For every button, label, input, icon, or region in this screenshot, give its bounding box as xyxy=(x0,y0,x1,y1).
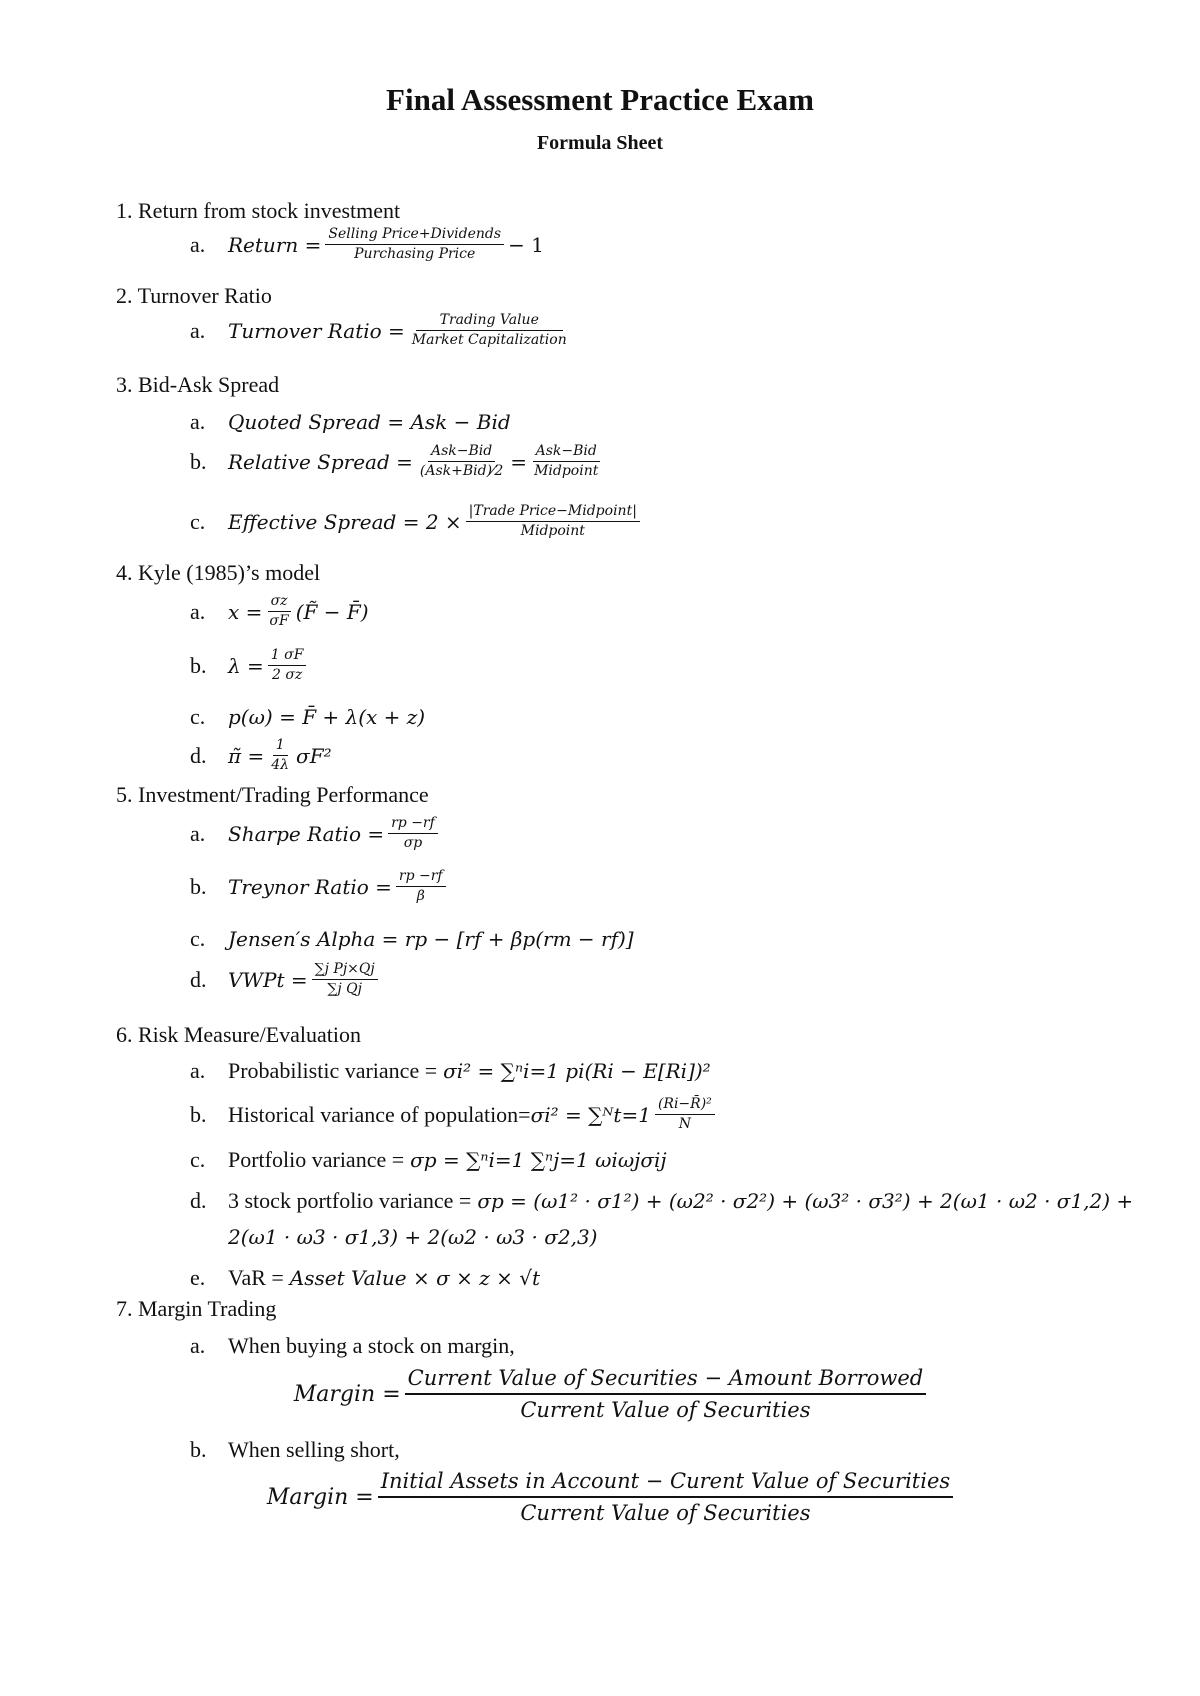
item-label: e. xyxy=(190,1265,206,1290)
item-label: a. xyxy=(190,231,206,257)
formula-kyle-x xyxy=(190,593,369,630)
item-label: d. xyxy=(190,742,207,768)
section-turnover: 2. Turnover Ratio xyxy=(116,283,272,308)
denominator: Current Value of Securities xyxy=(520,1398,811,1422)
formula-quoted-spread xyxy=(190,409,511,435)
formula: Asset Value × σ × z × √t xyxy=(289,1266,541,1290)
section-margin: 7. Margin Trading xyxy=(116,1296,277,1321)
numerator: (Ri−R̄)² xyxy=(655,1096,715,1115)
item-label: c. xyxy=(190,1147,206,1172)
formula-text: 3 stock portfolio variance = xyxy=(228,1188,472,1213)
denominator: β xyxy=(416,888,425,904)
section-bid-ask: 3. Bid-Ask Spread xyxy=(116,372,280,397)
formula-lhs: Treynor Ratio = xyxy=(228,874,392,899)
equals-sign: = xyxy=(510,449,528,474)
numerator: Trading Value xyxy=(416,312,563,331)
numerator: σz xyxy=(268,593,291,612)
formula-kyle-lambda xyxy=(190,647,310,684)
numerator: Ask−Bid xyxy=(533,443,600,462)
formula: σp = (ω1² · σ1²) + (ω2² · σ2²) + (ω3² · σ3²) + 2(ω1 · ω2 · σ1,2) + xyxy=(477,1189,1134,1213)
fraction xyxy=(531,443,601,480)
formula-return xyxy=(190,226,544,263)
formula-text: VaR = xyxy=(228,1265,284,1290)
formula-lhs: Turnover Ratio = xyxy=(228,318,405,343)
margin-buying-intro xyxy=(190,1333,515,1359)
fraction xyxy=(409,312,570,349)
numerator: rp −rf xyxy=(396,868,446,887)
formula-text: Portfolio variance = xyxy=(228,1147,405,1172)
formula: σp = ∑ⁿi=1 ∑ⁿj=1 ωiωjσij xyxy=(410,1148,667,1172)
item-label: a. xyxy=(190,820,206,846)
item-label: a. xyxy=(190,1333,206,1358)
numerator: Initial Assets in Account − Curent Value of Securities xyxy=(378,1467,953,1498)
denominator: 4λ xyxy=(271,757,290,773)
formula-tail: σF² xyxy=(296,743,332,768)
numerator: Current Value of Securities − Amount Borrowed xyxy=(405,1364,927,1395)
denominator: ∑j Qj xyxy=(327,981,362,997)
fraction xyxy=(268,737,292,774)
formula-sharpe xyxy=(190,815,442,852)
fraction xyxy=(466,503,640,540)
formula-tail: (F̃ − F̄) xyxy=(295,599,369,624)
numerator: 1 σF xyxy=(268,647,307,666)
formula: 2(ω1 · ω3 · σ1,3) + 2(ω2 · ω3 · σ2,3) xyxy=(228,1225,598,1249)
formula-margin-short xyxy=(0,1467,1200,1527)
section-return: 1. Return from stock investment xyxy=(116,198,401,223)
formula-effective-spread xyxy=(190,503,644,540)
numerator: ∑j Pj×Qj xyxy=(312,961,378,980)
numerator: rp −rf xyxy=(388,815,438,834)
formula-turnover xyxy=(190,312,574,349)
formula-jensen xyxy=(190,926,634,952)
formula: Quoted Spread = Ask − Bid xyxy=(228,410,511,434)
formula-lhs: x = xyxy=(228,599,263,624)
formula-text: Probabilistic variance = xyxy=(228,1058,438,1083)
denominator: σp xyxy=(403,835,423,851)
fraction xyxy=(396,868,446,905)
item-label: b. xyxy=(190,1101,207,1127)
formula-lhs: Margin = xyxy=(293,1381,401,1407)
denominator: N xyxy=(678,1116,691,1132)
formula-treynor xyxy=(190,868,450,905)
denominator: Current Value of Securities xyxy=(520,1501,811,1525)
formula-lhs: Sharpe Ratio = xyxy=(228,821,385,846)
fraction xyxy=(405,1364,927,1424)
fraction xyxy=(655,1096,715,1133)
formula: p(ω) = F̄ + λ(x + z) xyxy=(228,705,426,729)
denominator: Market Capitalization xyxy=(411,332,567,348)
formula-lhs: Margin = xyxy=(266,1484,374,1510)
formula-kyle-profit xyxy=(190,737,332,774)
fraction xyxy=(417,443,506,480)
page-title: Final Assessment Practice Exam xyxy=(386,82,814,117)
item-label: b. xyxy=(190,1437,207,1462)
formula-3-stock-variance xyxy=(190,1188,1133,1214)
denominator: Midpoint xyxy=(520,523,585,539)
formula-lhs: VWPt = xyxy=(228,967,308,992)
formula: Jensen′s Alpha = rp − [rf + βp(rm − rf)] xyxy=(228,927,634,951)
numerator: 1 xyxy=(273,737,288,756)
item-label: a. xyxy=(190,317,206,343)
item-label: d. xyxy=(190,1188,207,1213)
numerator: |Trade Price−Midpoint| xyxy=(466,503,640,522)
fraction xyxy=(312,961,378,998)
denominator: Purchasing Price xyxy=(354,246,476,262)
denominator: σF xyxy=(269,613,289,629)
formula-text: When buying a stock on margin, xyxy=(228,1333,515,1358)
item-label: b. xyxy=(190,652,207,678)
formula-lhs: Effective Spread = 2 × xyxy=(228,509,462,534)
formula-margin-buying xyxy=(0,1364,1200,1424)
section-kyle: 4. Kyle (1985)’s model xyxy=(116,560,321,585)
formula-kyle-price xyxy=(190,704,425,730)
item-label: b. xyxy=(190,448,207,474)
formula-lhs: Return = xyxy=(228,232,322,257)
fraction xyxy=(266,593,291,630)
formula-text: When selling short, xyxy=(228,1437,400,1462)
numerator: Ask−Bid xyxy=(428,443,495,462)
formula-historical-variance xyxy=(190,1096,719,1133)
section-risk: 6. Risk Measure/Evaluation xyxy=(116,1022,362,1047)
formula-tail: − 1 xyxy=(508,232,544,257)
item-label: c. xyxy=(190,704,206,729)
formula-vwp xyxy=(190,961,382,998)
formula-lhs: π̃ = xyxy=(228,743,265,768)
item-label: d. xyxy=(190,966,207,992)
item-label: c. xyxy=(190,926,206,951)
item-label: a. xyxy=(190,598,206,624)
formula-var xyxy=(190,1265,540,1291)
formula-3-stock-variance-cont xyxy=(228,1225,597,1249)
fraction xyxy=(268,647,307,684)
denominator: (Ask+Bid)⁄2 xyxy=(419,463,504,479)
formula-lhs: Relative Spread = xyxy=(228,449,413,474)
fraction xyxy=(325,226,504,263)
item-label: c. xyxy=(190,508,206,534)
margin-short-intro xyxy=(190,1437,400,1463)
item-label: a. xyxy=(190,409,206,434)
formula-portfolio-variance xyxy=(190,1147,667,1173)
denominator: Midpoint xyxy=(534,463,599,479)
formula-relative-spread xyxy=(190,443,605,480)
formula: σi² = ∑ᴺt=1 xyxy=(530,1102,651,1127)
formula-probabilistic-variance xyxy=(190,1058,711,1084)
item-label: a. xyxy=(190,1058,206,1083)
fraction xyxy=(388,815,438,852)
formula: σi² = ∑ⁿi=1 pi(Ri − E[Ri])² xyxy=(443,1059,711,1083)
fraction xyxy=(378,1467,953,1527)
formula-lhs: λ = xyxy=(228,653,264,678)
formula-text: Historical variance of population= xyxy=(228,1101,531,1127)
section-performance: 5. Investment/Trading Performance xyxy=(116,782,429,807)
page-subtitle: Formula Sheet xyxy=(536,132,664,154)
numerator: Selling Price+Dividends xyxy=(325,226,504,245)
denominator: 2 σz xyxy=(271,667,303,683)
item-label: b. xyxy=(190,873,207,899)
